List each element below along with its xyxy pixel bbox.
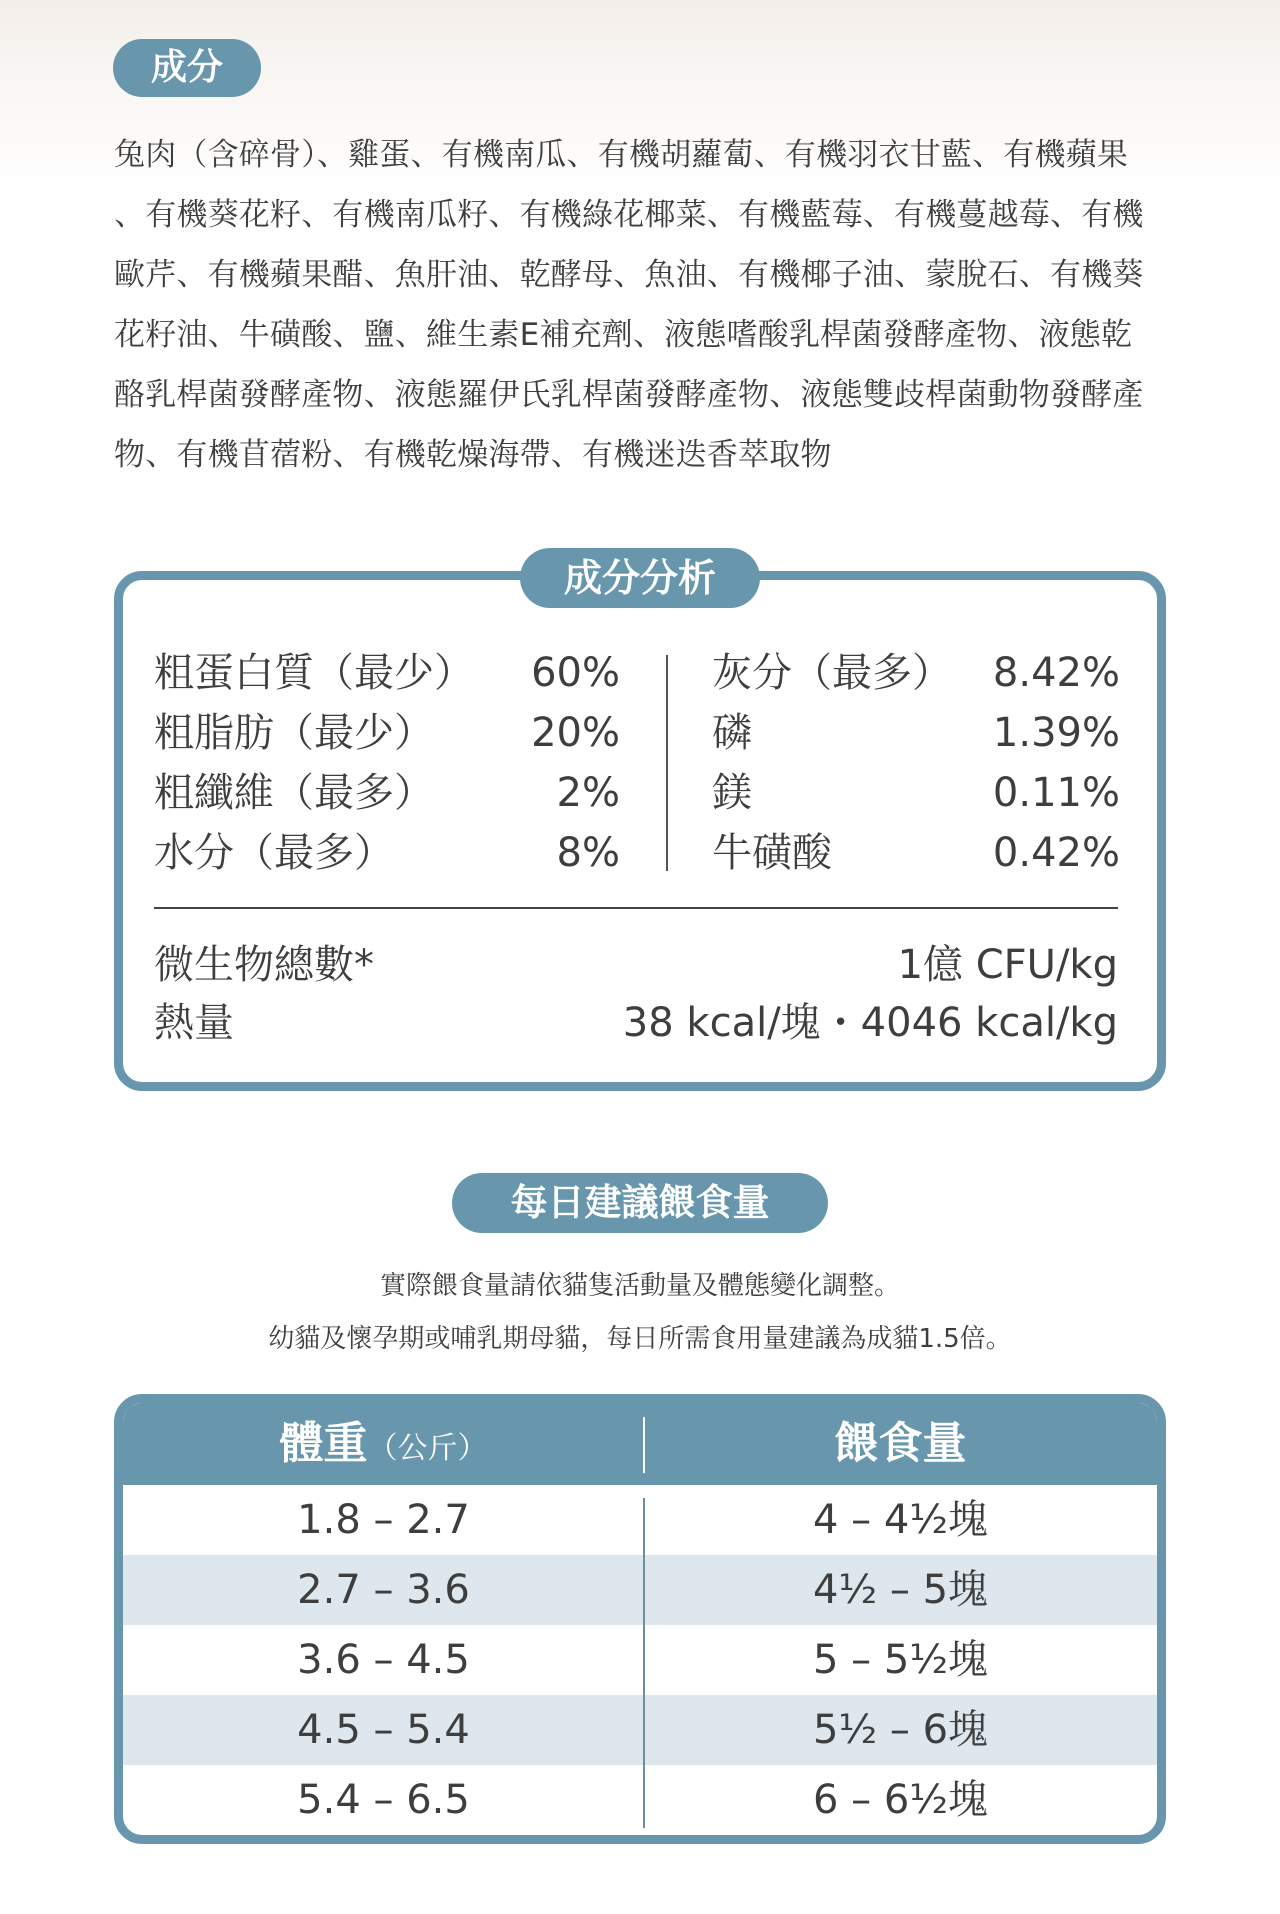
weight-cell: 1.8 – 2.7	[297, 1497, 470, 1543]
header-weight	[123, 1403, 644, 1485]
analysis-value: 0.42%	[992, 830, 1120, 876]
analysis-row	[154, 703, 620, 763]
table-row	[123, 1765, 1157, 1835]
analysis-horizontal-divider	[154, 907, 1118, 909]
analysis-label: 牛磺酸	[712, 830, 832, 876]
analysis-label: 粗脂肪（最少）	[154, 710, 434, 756]
analysis-label: 粗纖維（最多）	[154, 770, 434, 816]
analysis-value: 1億 CFU/kg	[897, 942, 1118, 988]
analysis-value: 2%	[556, 770, 620, 816]
analysis-value: 20%	[531, 710, 620, 756]
analysis-extra-row	[154, 935, 1118, 995]
feeding-title-badge: 每日建議餵食量	[452, 1173, 828, 1233]
ingredients-title-badge: 成分	[113, 39, 261, 97]
feeding-note: 實際餵食量請依貓隻活動量及體態變化調整。	[379, 1271, 900, 1301]
analysis-value: 1.39%	[992, 710, 1120, 756]
analysis-label: 粗蛋白質（最少）	[154, 650, 474, 696]
analysis-title-badge: 成分分析	[520, 548, 760, 608]
amount-cell: 4 – 4½塊	[812, 1497, 989, 1543]
weight-cell: 2.7 – 3.6	[297, 1567, 470, 1613]
amount-cell: 4½ – 5塊	[812, 1567, 989, 1613]
weight-cell: 4.5 – 5.4	[297, 1707, 470, 1753]
analysis-row	[712, 763, 1120, 823]
table-row	[123, 1485, 1157, 1555]
analysis-label: 灰分（最多）	[712, 650, 952, 696]
analysis-row	[712, 703, 1120, 763]
analysis-value: 38 kcal/塊・4046 kcal/kg	[622, 1000, 1118, 1046]
header-amount: 餵食量	[834, 1418, 967, 1469]
amount-cell: 5½ – 6塊	[812, 1707, 989, 1753]
amount-cell: 5 – 5½塊	[812, 1637, 989, 1683]
analysis-value: 8.42%	[992, 650, 1120, 696]
feeding-table	[114, 1394, 1166, 1844]
feeding-note: 幼貓及懷孕期或哺乳期母貓，每日所需食用量建議為成貓1.5倍。	[268, 1324, 1012, 1354]
weight-cell: 3.6 – 4.5	[297, 1637, 470, 1683]
header-weight-label: 體重	[279, 1418, 368, 1469]
analysis-row	[712, 823, 1120, 883]
analysis-value: 0.11%	[992, 770, 1120, 816]
table-row	[123, 1555, 1157, 1625]
analysis-label: 微生物總數*	[154, 942, 374, 988]
analysis-row	[154, 823, 620, 883]
analysis-label: 熱量	[154, 1000, 234, 1046]
analysis-row	[154, 643, 620, 703]
table-row	[123, 1625, 1157, 1695]
analysis-row	[712, 643, 1120, 703]
analysis-value: 8%	[556, 830, 620, 876]
analysis-label: 磷	[712, 710, 752, 756]
analysis-extra-row	[154, 993, 1118, 1053]
weight-cell: 5.4 – 6.5	[297, 1777, 470, 1823]
feeding-table-header	[123, 1403, 1157, 1485]
amount-cell: 6 – 6½塊	[812, 1777, 989, 1823]
analysis-value: 60%	[531, 650, 620, 696]
analysis-label: 鎂	[712, 770, 752, 816]
header-weight-unit: （公斤）	[367, 1431, 488, 1466]
table-row	[123, 1695, 1157, 1765]
ingredients-list-text: 兔肉（含碎骨）、雞蛋、有機南瓜、有機胡蘿蔔、有機羽衣甘藍、有機蘋果 、有機葵花籽、有機南瓜籽、有機綠花椰菜、有機藍莓、有機蔓越莓、有機 歐芹、有機蘋果醋、魚肝油、乾酵母、魚油、有機椰子油、蒙脫石、有機葵 花籽油、牛磺酸、鹽、維生素E補充劑、液態嗜酸乳桿菌發酵產物、液態乾 酪乳桿菌發酵產物、液態羅伊氏乳桿菌發酵產物、液態雙歧桿菌動物發酵產 物、有機苜蓿粉、有機乾燥海帶、有機迷迭香萃取物	[114, 137, 1144, 473]
analysis-label: 水分（最多）	[154, 830, 394, 876]
table-column-divider	[643, 1498, 645, 1828]
analysis-row	[154, 763, 620, 823]
analysis-column-divider	[666, 655, 668, 871]
